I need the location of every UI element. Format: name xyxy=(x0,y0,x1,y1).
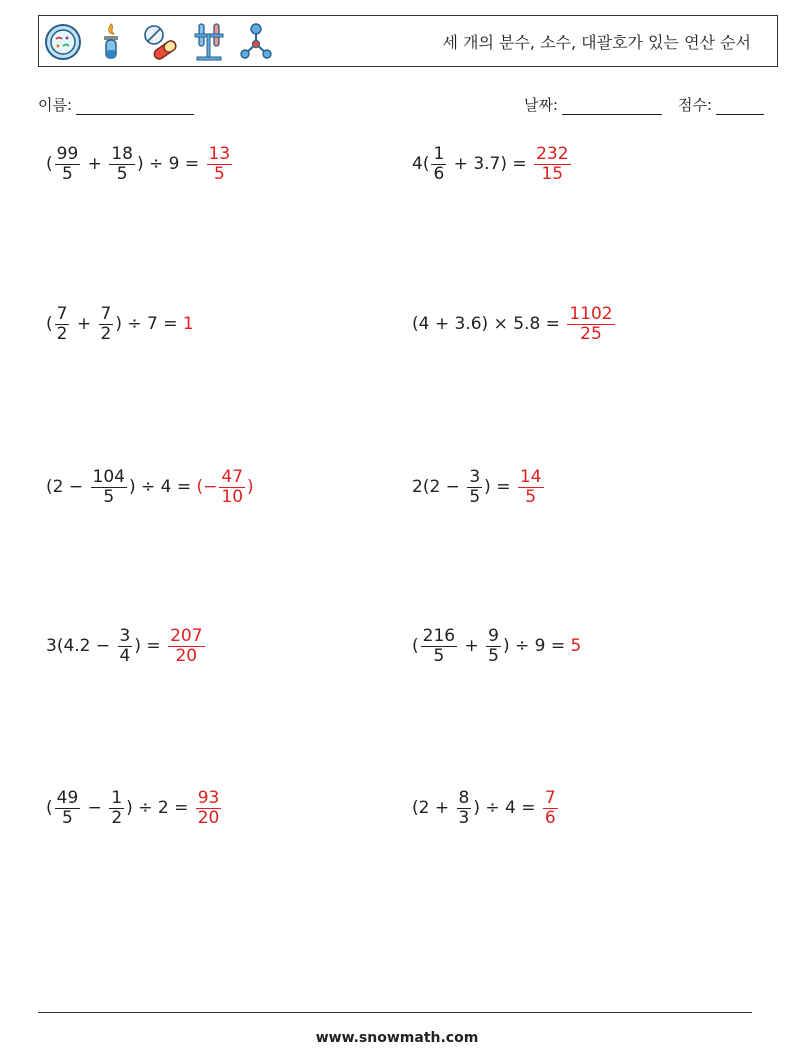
problem-answer xyxy=(166,627,206,665)
numerator: 232 xyxy=(536,144,569,164)
numerator: 14 xyxy=(519,467,542,487)
date-field xyxy=(524,94,662,115)
problem-answer xyxy=(183,314,194,334)
fraction xyxy=(486,627,501,665)
name-field xyxy=(38,94,194,115)
expr-text: − xyxy=(82,798,108,819)
fraction xyxy=(457,789,472,827)
denominator: 5 xyxy=(469,486,481,507)
date-line xyxy=(562,96,662,115)
numerator: 1 xyxy=(433,144,445,164)
denominator: 3 xyxy=(458,807,470,828)
score-field xyxy=(678,94,764,115)
denominator: 10 xyxy=(221,486,244,507)
problem-answer xyxy=(205,145,235,183)
fraction xyxy=(55,145,81,183)
header-icons xyxy=(43,20,273,64)
equals-sign: = xyxy=(540,314,566,335)
footer-url: www.snowmath.com xyxy=(315,1030,479,1046)
problem-question xyxy=(412,314,540,334)
name-line xyxy=(76,96,194,115)
problem-8 xyxy=(412,627,581,665)
problem-answer xyxy=(571,636,582,656)
fraction xyxy=(207,145,233,183)
date-label: 날짜: xyxy=(524,96,559,114)
expr-text: ) ÷ 7 xyxy=(115,314,158,335)
expr-text: ) ÷ 4 xyxy=(473,798,516,819)
numerator: 7 xyxy=(544,788,556,808)
equals-sign: = xyxy=(168,798,194,819)
numerator: 7 xyxy=(56,304,68,324)
score-label: 점수: xyxy=(678,96,713,114)
expr-text: ) ÷ 4 xyxy=(128,477,172,498)
numerator: 99 xyxy=(56,144,79,164)
worksheet-header xyxy=(38,15,778,67)
problem-question xyxy=(46,468,171,506)
fraction xyxy=(196,789,222,827)
fraction xyxy=(109,145,135,183)
numerator: 7 xyxy=(100,304,112,324)
expr-text: + xyxy=(82,154,108,175)
expr-text: ) ÷ 2 xyxy=(126,798,169,819)
fraction xyxy=(168,627,204,665)
denominator: 25 xyxy=(580,323,602,344)
problem-question xyxy=(46,305,158,343)
problem-question xyxy=(412,627,545,665)
numerator: 93 xyxy=(197,788,220,808)
problem-10 xyxy=(412,789,560,827)
fraction xyxy=(534,145,570,183)
expr-text: ) xyxy=(247,477,254,498)
expr-text: ) ÷ 9 xyxy=(502,636,546,657)
footer-divider xyxy=(38,1012,752,1013)
expr-text: (− xyxy=(196,477,218,498)
problem-6 xyxy=(412,468,546,506)
problem-5 xyxy=(46,468,254,506)
numerator: 3 xyxy=(469,467,481,487)
problem-question xyxy=(46,789,169,827)
fraction xyxy=(109,789,124,827)
expr-text: ( xyxy=(46,798,53,819)
numerator: 3 xyxy=(119,626,131,646)
denominator: 2 xyxy=(56,323,68,344)
problem-3 xyxy=(46,305,194,343)
expr-text: ) ÷ 9 xyxy=(136,154,180,175)
numerator: 207 xyxy=(170,626,203,646)
fraction xyxy=(219,468,245,506)
problem-question xyxy=(46,145,179,183)
fraction xyxy=(467,468,482,506)
fraction xyxy=(421,627,457,665)
expr-text: 5 xyxy=(570,636,582,657)
expr-text: ( xyxy=(46,314,53,335)
score-line xyxy=(716,96,764,115)
name-label: 이름: xyxy=(38,96,73,114)
expr-text: (2 + xyxy=(412,798,455,819)
denominator: 4 xyxy=(119,645,131,666)
expr-text: (2 − xyxy=(46,477,89,498)
numerator: 216 xyxy=(422,626,456,646)
problem-answer xyxy=(541,789,560,827)
equals-sign: = xyxy=(171,477,197,498)
denominator: 5 xyxy=(116,163,128,184)
expr-text: ) xyxy=(134,636,142,657)
test-tube-rack-icon xyxy=(193,22,225,62)
problem-question xyxy=(46,627,141,665)
problem-1 xyxy=(46,145,234,183)
expr-text: 3(4.2 − xyxy=(46,636,116,657)
problem-4 xyxy=(412,305,617,343)
denominator: 5 xyxy=(62,163,73,184)
pills-icon xyxy=(139,22,179,62)
expr-text: 2(2 − xyxy=(412,477,466,498)
problem-question xyxy=(412,145,507,183)
denominator: 2 xyxy=(100,323,112,344)
expr-text: + xyxy=(71,314,97,335)
equals-sign: = xyxy=(507,154,533,175)
worksheet-title: 세 개의 분수, 소수, 대괄호가 있는 연산 순서 xyxy=(442,33,751,52)
fraction xyxy=(567,305,614,343)
fraction xyxy=(518,468,544,506)
denominator: 5 xyxy=(433,645,445,666)
denominator: 2 xyxy=(111,807,123,828)
denominator: 20 xyxy=(197,807,220,828)
problem-answer xyxy=(197,468,254,506)
numerator: 47 xyxy=(221,467,244,487)
expr-text: ( xyxy=(412,636,419,657)
expr-text: ( xyxy=(46,154,53,175)
problem-answer xyxy=(532,145,572,183)
fraction xyxy=(55,789,81,827)
expr-text: (4 + 3.6) × 5.8 xyxy=(412,314,541,335)
equals-sign: = xyxy=(515,798,541,819)
denominator: 6 xyxy=(433,163,445,184)
fraction xyxy=(118,627,133,665)
denominator: 5 xyxy=(103,486,115,507)
expr-text: ) xyxy=(484,477,491,498)
equals-sign: = xyxy=(179,154,205,175)
fraction xyxy=(99,305,114,343)
problem-answer xyxy=(565,305,616,343)
problem-answer xyxy=(516,468,546,506)
problem-7 xyxy=(46,627,207,665)
fraction xyxy=(55,305,70,343)
test-tube-flame-icon xyxy=(97,22,125,62)
problem-9 xyxy=(46,789,223,827)
numerator: 1 xyxy=(111,788,123,808)
denominator: 5 xyxy=(525,486,537,507)
numerator: 104 xyxy=(92,467,125,487)
denominator: 15 xyxy=(541,163,564,184)
numerator: 8 xyxy=(458,788,470,808)
problem-question xyxy=(412,789,516,827)
petri-dish-icon xyxy=(43,22,83,62)
problem-2 xyxy=(412,145,573,183)
expr-text: 1 xyxy=(182,314,194,335)
expr-text: + 3.7) xyxy=(448,154,508,175)
fraction xyxy=(91,468,127,506)
denominator: 5 xyxy=(213,163,225,184)
expr-text: + xyxy=(459,636,485,657)
problem-question xyxy=(412,468,491,506)
denominator: 5 xyxy=(62,807,73,828)
numerator: 49 xyxy=(56,788,79,808)
equals-sign: = xyxy=(141,636,167,657)
equals-sign: = xyxy=(490,477,516,498)
denominator: 6 xyxy=(544,807,556,828)
numerator: 1102 xyxy=(569,304,613,324)
molecule-icon xyxy=(239,22,273,62)
denominator: 20 xyxy=(175,645,198,666)
equals-sign: = xyxy=(545,636,571,657)
numerator: 13 xyxy=(208,144,231,164)
equals-sign: = xyxy=(157,314,183,335)
expr-text: 4( xyxy=(412,154,430,175)
numerator: 18 xyxy=(111,144,133,164)
fraction xyxy=(543,789,558,827)
fraction xyxy=(431,145,446,183)
problem-answer xyxy=(194,789,224,827)
numerator: 9 xyxy=(488,626,499,646)
denominator: 5 xyxy=(488,645,499,666)
